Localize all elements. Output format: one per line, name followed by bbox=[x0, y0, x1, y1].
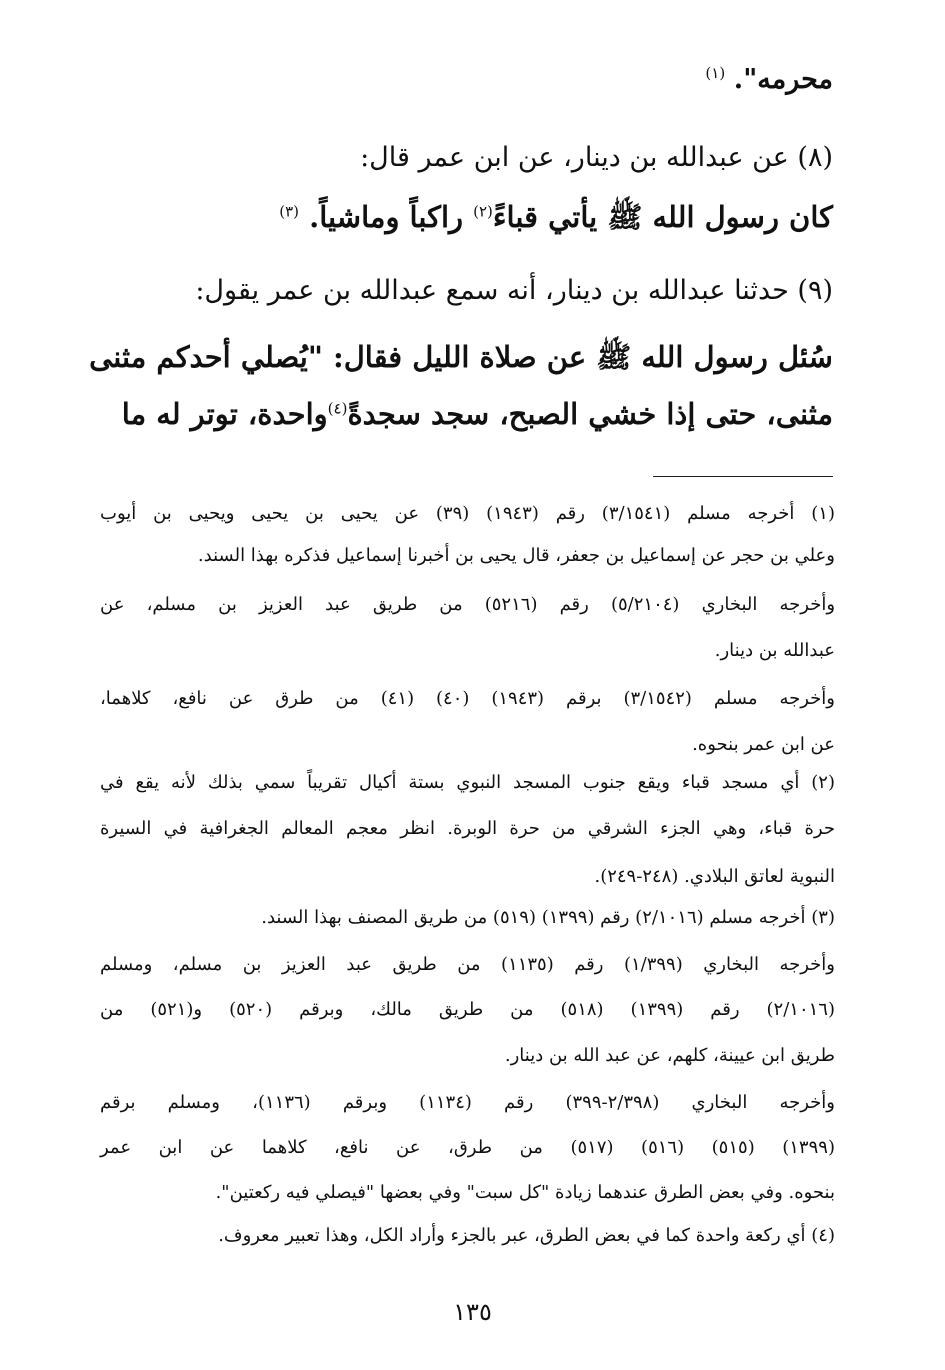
hadith-9-line2 bbox=[108, 397, 833, 432]
footnote-line: عن ابن عمر بنحوه. bbox=[692, 734, 835, 755]
narration-8-heading: (٨) عن عبدالله بن دينار، عن ابن عمر قال: bbox=[360, 142, 833, 173]
footnote-line: النبوية لعاتق البلادي. (٢٤٨-٢٤٩). bbox=[594, 866, 835, 887]
hadith-9-line1: سُئل رسول الله ﷺ عن صلاة الليل فقال: "يُصلي أحدكم مثنى bbox=[89, 340, 833, 374]
footnote-line: بنحوه. وفي بعض الطرق عندهما زيادة "كل سبت" وفي بعضها "فيصلي فيه ركعتين". bbox=[215, 1182, 835, 1203]
footnote-line: (٢) أي مسجد قباء ويقع جنوب المسجد النبوي بستة أكيال تقريباً سمي بذلك لأنه يقع في bbox=[100, 772, 835, 793]
hadith-9-part1: مثنى، حتى إذا خشي الصبح، سجد سجدةً bbox=[347, 397, 833, 431]
footnote-ref-3: (٣) bbox=[279, 202, 299, 221]
footnote-line: وأخرجه البخاري (٢/٣٩٨-٣٩٩) رقم (١١٣٤) وبرقم (١١٣٦)، ومسلم برقم bbox=[100, 1092, 835, 1113]
footnote-line: (٣) أخرجه مسلم (٢/١٠١٦) رقم (١٣٩٩) (٥١٩) من طريق المصنف بهذا السند. bbox=[261, 907, 835, 928]
footnote-ref-1: (١) bbox=[705, 64, 726, 82]
hadith-8-part1: كان رسول الله ﷺ يأتي قباءً bbox=[492, 200, 833, 234]
hadith-9-part2: واحدة، توتر له ما bbox=[121, 397, 328, 431]
footnote-line: حرة قباء، وهي الجزء الشرقي من حرة الوبرة. انظر معجم المعالم الجغرافية في السيرة bbox=[100, 818, 835, 839]
hadith-8-text bbox=[108, 200, 833, 235]
footnote-line: طريق ابن عيينة، كلهم، عن عبد الله بن دينار. bbox=[504, 1045, 835, 1066]
hadith-8-part2: راكباً وماشياً. bbox=[309, 200, 464, 234]
footnote-divider bbox=[653, 476, 833, 477]
footnote-ref-4: (٤) bbox=[327, 399, 348, 418]
continuation-text: محرمه". bbox=[733, 64, 833, 95]
page-number: ١٣٥ bbox=[453, 1298, 492, 1326]
footnote-line: (٢/١٠١٦) رقم (١٣٩٩) (٥١٨) من طريق مالك، وبرقم (٥٢٠) و(٥٢١) من bbox=[100, 999, 835, 1020]
footnote-line: عبدالله بن دينار. bbox=[714, 640, 835, 661]
footnote-line: (٤) أي ركعة واحدة كما في بعض الطرق، عبر بالجزء وأراد الكل، وهذا تعبير معروف. bbox=[218, 1225, 835, 1246]
footnote-line: وعلي بن حجر عن إسماعيل بن جعفر، قال يحيى بن أخبرنا إسماعيل فذكره بهذا السند. bbox=[197, 545, 835, 566]
footnote-line: (١٣٩٩) (٥١٥) (٥١٦) (٥١٧) من طرق، عن نافع، كلاهما عن ابن عمر bbox=[100, 1137, 835, 1158]
footnote-line: وأخرجه البخاري (١/٣٩٩) رقم (١١٣٥) من طريق عبد العزيز بن مسلم، ومسلم bbox=[100, 954, 835, 975]
narration-9-heading: (٩) حدثنا عبدالله بن دينار، أنه سمع عبدالله بن عمر يقول: bbox=[195, 275, 833, 306]
continuation-line bbox=[108, 64, 833, 96]
footnote-ref-2: (٢) bbox=[473, 202, 493, 221]
footnote-line: (١) أخرجه مسلم (٣/١٥٤١) رقم (١٩٤٣) (٣٩) عن يحيى بن يحيى ويحيى بن أيوب bbox=[100, 503, 835, 524]
footnote-line: وأخرجه البخاري (٥/٢١٠٤) رقم (٥٢١٦) من طريق عبد العزيز بن مسلم، عن bbox=[100, 594, 836, 615]
footnote-line: وأخرجه مسلم (٣/١٥٤٢) برقم (١٩٤٣) (٤٠) (٤١) من طرق عن نافع، كلاهما، bbox=[100, 688, 835, 709]
